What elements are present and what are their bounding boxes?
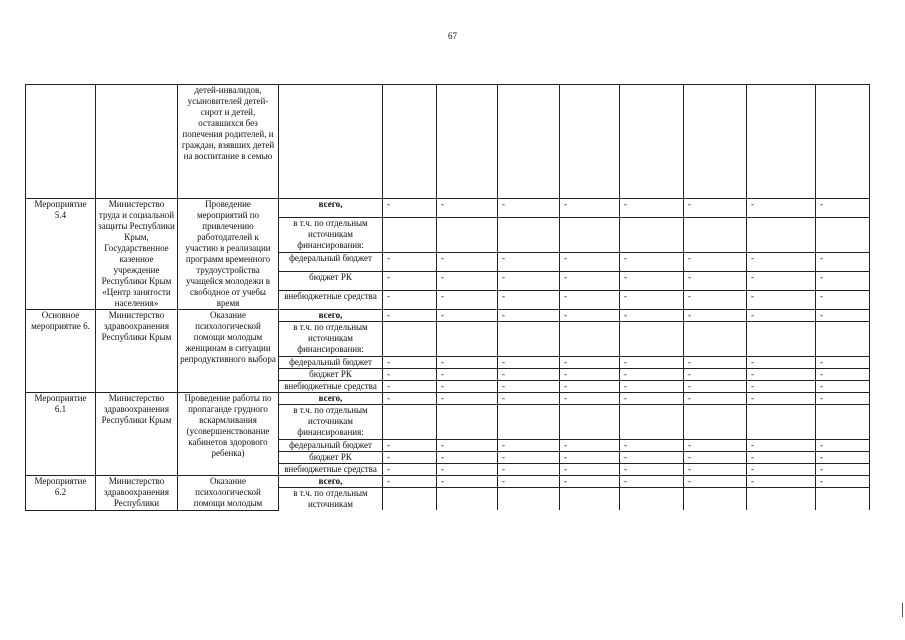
value-cell [383, 85, 437, 199]
value-cell: - [620, 291, 684, 310]
value-cell: - [684, 199, 747, 218]
value-cell: - [498, 272, 560, 291]
value-cell [684, 405, 747, 440]
value-cell: - [383, 381, 437, 393]
value-cell: - [560, 381, 620, 393]
value-cell: - [684, 393, 747, 405]
value-cell [816, 218, 870, 253]
value-cell: - [437, 272, 498, 291]
source-cell: федеральный бюджет [279, 440, 383, 452]
value-cell [747, 218, 816, 253]
value-cell: - [684, 272, 747, 291]
description-cell: детей-инвалидов, усыновителей детей-сирот и детей, оставшихся без попечения родителей, и граждан, взявших детей на воспитание в семью [178, 85, 279, 199]
source-cell: в т.ч. по отдельным источникам финансирования: [279, 322, 383, 357]
value-cell: - [560, 393, 620, 405]
value-cell: - [383, 440, 437, 452]
value-cell: - [498, 476, 560, 488]
value-cell [684, 218, 747, 253]
executor-cell: Министерство здравоохранения Республики Крым [96, 393, 178, 476]
description-cell: Оказание психологической помощи молодым женщинам в ситуации репродуктивного выбора [178, 310, 279, 393]
source-cell: внебюджетные средства [279, 291, 383, 310]
value-cell [560, 488, 620, 511]
value-cell [498, 218, 560, 253]
source-cell: бюджет РК [279, 369, 383, 381]
value-cell: - [816, 291, 870, 310]
value-cell: - [560, 310, 620, 322]
value-cell: - [437, 452, 498, 464]
value-cell: - [684, 452, 747, 464]
executor-cell: Министерство здравоохранения Республики Крым [96, 310, 178, 393]
value-cell: - [498, 291, 560, 310]
value-cell: - [383, 253, 437, 272]
value-cell: - [437, 357, 498, 369]
value-cell [620, 405, 684, 440]
value-cell: - [620, 440, 684, 452]
value-cell: - [816, 199, 870, 218]
value-cell [816, 405, 870, 440]
value-cell: - [498, 440, 560, 452]
value-cell [620, 322, 684, 357]
value-cell [437, 405, 498, 440]
value-cell: - [620, 310, 684, 322]
source-cell: федеральный бюджет [279, 253, 383, 272]
value-cell [498, 85, 560, 199]
value-cell: - [747, 476, 816, 488]
value-cell [498, 322, 560, 357]
source-cell: всего, [279, 310, 383, 322]
value-cell [620, 85, 684, 199]
value-cell: - [383, 452, 437, 464]
value-cell: - [684, 310, 747, 322]
value-cell [816, 488, 870, 511]
value-cell: - [383, 199, 437, 218]
table-row [26, 310, 870, 322]
value-cell: - [498, 310, 560, 322]
value-cell: - [383, 310, 437, 322]
description-cell: Проведение мероприятий по привлечению работодателей к участию в реализации программ временного трудоустройства учащейся молодежи в свободное от учебы время [178, 199, 279, 310]
table-row [26, 476, 870, 488]
value-cell [560, 405, 620, 440]
value-cell: - [816, 357, 870, 369]
source-cell: бюджет РК [279, 272, 383, 291]
value-cell: - [560, 452, 620, 464]
source-cell: в т.ч. по отдельным источникам [279, 488, 383, 511]
value-cell: - [437, 393, 498, 405]
value-cell: - [560, 440, 620, 452]
measure-cell [26, 85, 96, 199]
value-cell: - [747, 464, 816, 476]
value-cell [816, 322, 870, 357]
value-cell: - [560, 253, 620, 272]
value-cell: - [437, 381, 498, 393]
value-cell: - [383, 476, 437, 488]
value-cell [437, 488, 498, 511]
value-cell: - [383, 272, 437, 291]
value-cell [383, 218, 437, 253]
source-cell: федеральный бюджет [279, 357, 383, 369]
value-cell: - [816, 452, 870, 464]
source-cell: в т.ч. по отдельным источникам финансирования: [279, 218, 383, 253]
value-cell: - [747, 452, 816, 464]
description-cell: Оказание психологической помощи молодым [178, 476, 279, 511]
value-cell: - [437, 310, 498, 322]
value-cell: - [620, 452, 684, 464]
value-cell: - [560, 369, 620, 381]
measure-cell: Мероприятие 6.2 [26, 476, 96, 511]
value-cell: - [498, 464, 560, 476]
value-cell: - [747, 440, 816, 452]
scan-edge-mark [902, 603, 903, 617]
value-cell: - [747, 310, 816, 322]
value-cell: - [747, 272, 816, 291]
value-cell: - [816, 310, 870, 322]
source-cell: всего, [279, 393, 383, 405]
value-cell: - [684, 476, 747, 488]
financing-table [25, 84, 870, 511]
value-cell: - [816, 476, 870, 488]
value-cell: - [498, 393, 560, 405]
value-cell [560, 218, 620, 253]
value-cell: - [437, 253, 498, 272]
value-cell: - [747, 357, 816, 369]
value-cell [620, 218, 684, 253]
value-cell: - [498, 452, 560, 464]
value-cell: - [498, 381, 560, 393]
value-cell: - [620, 369, 684, 381]
value-cell: - [684, 357, 747, 369]
value-cell: - [437, 476, 498, 488]
executor-cell [96, 85, 178, 199]
value-cell: - [747, 253, 816, 272]
value-cell: - [437, 369, 498, 381]
executor-cell: Министерство здравоохранения Республики [96, 476, 178, 511]
value-cell [747, 405, 816, 440]
source-cell: внебюджетные средства [279, 464, 383, 476]
value-cell: - [437, 291, 498, 310]
value-cell: - [620, 272, 684, 291]
value-cell: - [560, 272, 620, 291]
value-cell [620, 488, 684, 511]
table-row [26, 393, 870, 405]
value-cell: - [747, 393, 816, 405]
value-cell [560, 85, 620, 199]
value-cell [816, 85, 870, 199]
value-cell [383, 488, 437, 511]
value-cell: - [383, 357, 437, 369]
source-cell: бюджет РК [279, 452, 383, 464]
source-cell: всего, [279, 199, 383, 218]
value-cell: - [620, 357, 684, 369]
value-cell: - [684, 291, 747, 310]
value-cell: - [498, 357, 560, 369]
source-cell: в т.ч. по отдельным источникам финансирования: [279, 405, 383, 440]
value-cell [437, 85, 498, 199]
page-number: 67 [448, 31, 457, 41]
table-row [26, 199, 870, 218]
value-cell [747, 85, 816, 199]
value-cell: - [498, 253, 560, 272]
value-cell [383, 405, 437, 440]
source-cell [279, 85, 383, 199]
value-cell: - [383, 291, 437, 310]
value-cell: - [816, 440, 870, 452]
value-cell: - [620, 381, 684, 393]
value-cell: - [560, 464, 620, 476]
source-cell: всего, [279, 476, 383, 488]
value-cell: - [747, 381, 816, 393]
value-cell: - [437, 464, 498, 476]
value-cell: - [816, 253, 870, 272]
value-cell: - [816, 464, 870, 476]
value-cell [684, 488, 747, 511]
value-cell [684, 85, 747, 199]
value-cell: - [437, 199, 498, 218]
value-cell: - [560, 291, 620, 310]
value-cell [498, 405, 560, 440]
value-cell: - [498, 369, 560, 381]
value-cell: - [498, 199, 560, 218]
value-cell: - [684, 253, 747, 272]
value-cell [437, 322, 498, 357]
value-cell: - [620, 476, 684, 488]
value-cell: - [620, 253, 684, 272]
value-cell: - [816, 272, 870, 291]
executor-cell: Министерство труда и социальной защиты Республики Крым, Государственное казенное учреждение Республики Крым «Центр занятости населения» [96, 199, 178, 310]
value-cell [747, 488, 816, 511]
value-cell: - [437, 440, 498, 452]
value-cell: - [684, 369, 747, 381]
value-cell: - [684, 440, 747, 452]
value-cell: - [747, 369, 816, 381]
value-cell: - [747, 199, 816, 218]
value-cell [437, 218, 498, 253]
value-cell: - [620, 199, 684, 218]
value-cell: - [684, 464, 747, 476]
value-cell [383, 322, 437, 357]
value-cell: - [560, 199, 620, 218]
value-cell: - [684, 381, 747, 393]
measure-cell: Мероприятие 6.1 [26, 393, 96, 476]
value-cell: - [816, 393, 870, 405]
value-cell: - [816, 381, 870, 393]
value-cell [498, 488, 560, 511]
value-cell [747, 322, 816, 357]
value-cell: - [620, 393, 684, 405]
value-cell: - [383, 393, 437, 405]
value-cell: - [747, 291, 816, 310]
measure-cell: Основное мероприятие 6. [26, 310, 96, 393]
value-cell: - [816, 369, 870, 381]
value-cell: - [383, 464, 437, 476]
measure-cell: Мероприятие 5.4 [26, 199, 96, 310]
value-cell: - [560, 357, 620, 369]
source-cell: внебюджетные средства [279, 381, 383, 393]
description-cell: Проведение работы по пропаганде грудного вскармливания (усовершенствование кабинетов здорового ребенка) [178, 393, 279, 476]
value-cell [560, 322, 620, 357]
continuation-row [26, 85, 870, 199]
value-cell: - [620, 464, 684, 476]
value-cell: - [560, 476, 620, 488]
value-cell: - [383, 369, 437, 381]
value-cell [684, 322, 747, 357]
